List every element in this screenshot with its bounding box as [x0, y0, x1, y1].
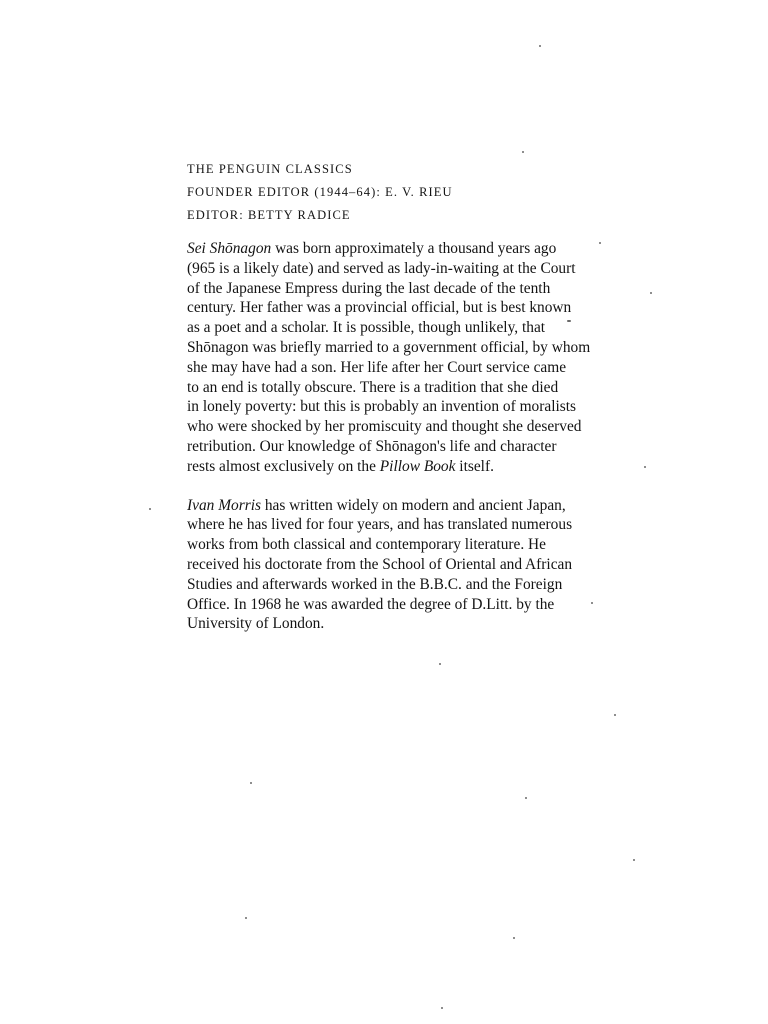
text-line: University of London.	[187, 615, 325, 633]
scan-speck	[633, 859, 635, 861]
page-content	[187, 158, 607, 634]
text-line	[187, 496, 607, 516]
book-title: Pillow Book	[379, 457, 456, 475]
scan-speck	[525, 797, 527, 799]
text-span: was born approximately a thousand years ago	[271, 240, 557, 257]
text-line: in lonely poverty: but this is probably an invention of moralists	[187, 398, 576, 416]
text-line: of the Japanese Empress during the last decade of the tenth	[187, 279, 551, 297]
text-line: where he has lived for four years, and has translated numerous	[187, 516, 573, 534]
scan-speck	[250, 782, 252, 784]
scan-speck	[149, 508, 151, 510]
scan-speck	[591, 602, 593, 604]
series-title: THE PENGUIN CLASSICS	[187, 162, 353, 176]
text-line: she may have had a son. Her life after her Court service came	[187, 358, 567, 376]
scan-speck	[644, 466, 646, 468]
author-biography	[187, 239, 607, 477]
text-span: itself.	[455, 457, 494, 475]
text-line: Shōnagon was briefly married to a government official, by whom	[187, 338, 591, 356]
text-line	[187, 457, 607, 477]
text-line: who were shocked by her promiscuity and thought she deserved	[187, 418, 582, 436]
text-line: (965 is a likely date) and served as lady-in-waiting at the Court	[187, 259, 576, 277]
text-line: to an end is totally obscure. There is a tradition that she died	[187, 378, 559, 396]
scan-speck	[614, 714, 616, 716]
text-line: works from both classical and contemporary literature. He	[187, 536, 546, 554]
scan-speck	[441, 1007, 443, 1009]
translator-biography	[187, 496, 607, 635]
text-line: retribution. Our knowledge of Shōnagon's life and character	[187, 437, 557, 455]
scan-speck	[522, 151, 524, 153]
founder-editor-line: FOUNDER EDITOR (1944–64): E. V. RIEU	[187, 185, 453, 199]
scan-speck	[513, 937, 515, 939]
text-line: Office. In 1968 he was awarded the degree of D.Litt. by the	[187, 595, 555, 613]
scan-speck	[439, 663, 441, 665]
text-line	[187, 239, 607, 259]
scan-speck	[650, 292, 652, 294]
author-name: Sei Shōnagon	[187, 240, 272, 257]
series-header	[187, 158, 607, 227]
scan-speck	[567, 320, 571, 322]
scan-speck	[599, 242, 601, 244]
text-span: has written widely on modern and ancient Japan,	[260, 496, 566, 514]
text-line: Studies and afterwards worked in the B.B.C. and the Foreign	[187, 575, 563, 593]
scan-speck	[539, 45, 541, 47]
translator-name: Ivan Morris	[187, 496, 261, 514]
text-line: as a poet and a scholar. It is possible, though unlikely, that	[187, 319, 546, 337]
text-line: received his doctorate from the School of Oriental and African	[187, 555, 573, 573]
editor-line: EDITOR: BETTY RADICE	[187, 208, 351, 222]
scan-speck	[245, 917, 247, 919]
text-span: rests almost exclusively on the	[187, 457, 380, 475]
text-line: century. Her father was a provincial official, but is best known	[187, 299, 572, 317]
